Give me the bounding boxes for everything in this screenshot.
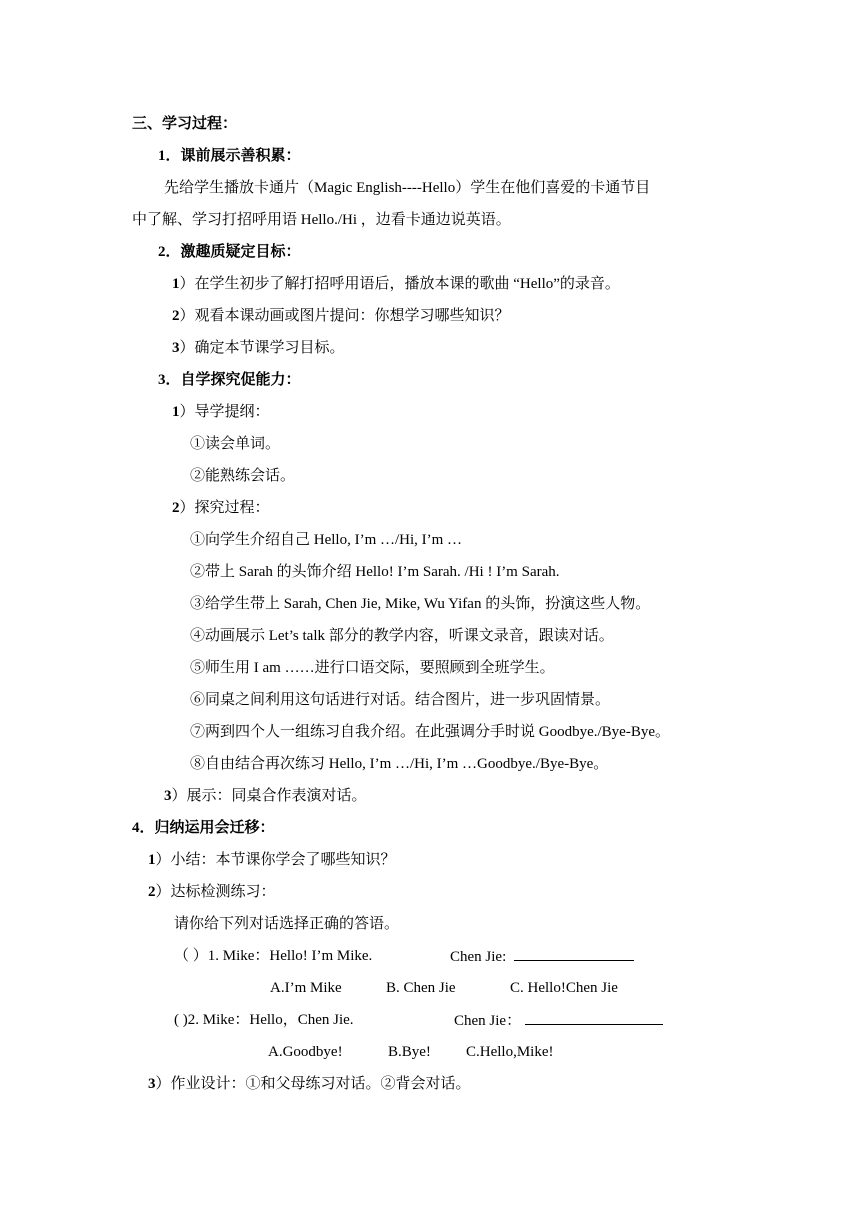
s2-item: 1）在学生初步了解打招呼用语后，播放本课的歌曲 “Hello”的录音。 bbox=[172, 276, 620, 292]
answer-blank[interactable] bbox=[525, 1010, 663, 1025]
question-2-option: B.Bye! bbox=[388, 1044, 431, 1060]
s3-sub1-heading: 1）导学提纲： bbox=[172, 404, 270, 420]
s1-paragraph-line2: 中了解、学习打招呼用语 Hello./Hi ，边看卡通边说英语。 bbox=[132, 212, 511, 228]
list-item: ②能熟练会话。 bbox=[190, 468, 296, 484]
s1-heading: 1．课前展示善积累： bbox=[158, 148, 301, 164]
s4-num: 4 bbox=[132, 820, 140, 836]
list-item: ④动画展示 Let’s talk 部分的教学内容，听课文录音，跟读对话。 bbox=[190, 628, 614, 644]
s3-sub3: 3）展示：同桌合作表演对话。 bbox=[164, 788, 367, 804]
list-item: ⑤师生用 I am ……进行口语交际，要照顾到全班学生。 bbox=[190, 660, 555, 676]
question-2-prompt: ( )2. Mike：Hello，Chen Jie. bbox=[174, 1012, 354, 1028]
s3-title: 自学探究促能力： bbox=[180, 372, 301, 388]
s4-title: 归纳运用会迁移： bbox=[154, 820, 275, 836]
s4-sub3: 3）作业设计：①和父母练习对话。②背会对话。 bbox=[148, 1076, 471, 1092]
list-item: ⑥同桌之间利用这句话进行对话。结合图片，进一步巩固情景。 bbox=[190, 692, 611, 708]
question-1-option: C. Hello!Chen Jie bbox=[510, 980, 618, 996]
question-1-option: A.I’m Mike bbox=[270, 980, 342, 996]
question-2-option: A.Goodbye! bbox=[268, 1044, 343, 1060]
s2-item: 2）观看本课动画或图片提问：你想学习哪些知识？ bbox=[172, 308, 510, 324]
list-item: ⑦两到四个人一组练习自我介绍。在此强调分手时说 Goodbye./Bye-Bye。 bbox=[190, 724, 670, 740]
list-item: ①读会单词。 bbox=[190, 436, 281, 452]
s2-item: 3）确定本节课学习目标。 bbox=[172, 340, 345, 356]
question-1-prompt: （ ）1. Mike：Hello! I’m Mike. bbox=[174, 948, 373, 964]
s2-title: 激趣质疑定目标： bbox=[180, 244, 301, 260]
s4-heading: 4．归纳运用会迁移： bbox=[132, 820, 275, 836]
question-2-option: C.Hello,Mike! bbox=[466, 1044, 554, 1060]
question-1-option: B. Chen Jie bbox=[386, 980, 456, 996]
s1-num: 1 bbox=[158, 148, 166, 164]
list-item: ②带上 Sarah 的头饰介绍 Hello! I’m Sarah. /Hi ! I’m Sarah. bbox=[190, 564, 560, 580]
s3-num: 3 bbox=[158, 372, 166, 388]
answer-blank[interactable] bbox=[514, 946, 634, 961]
list-item: ⑧自由结合再次练习 Hello, I’m …/Hi, I’m …Goodbye./Bye-Bye。 bbox=[190, 756, 609, 772]
s2-heading: 2．激趣质疑定目标： bbox=[158, 244, 301, 260]
s2-num: 2 bbox=[158, 244, 166, 260]
question-2-speaker: Chen Jie： bbox=[454, 1010, 663, 1031]
s1-paragraph-line1: 先给学生播放卡通片（Magic English----Hello）学生在他们喜爱的卡通节目 bbox=[164, 180, 651, 196]
list-item: ①向学生介绍自己 Hello, I’m …/Hi, I’m … bbox=[190, 532, 463, 548]
s4-sub2: 2）达标检测练习： bbox=[148, 884, 276, 900]
s4-sub1: 1）小结：本节课你学会了哪些知识？ bbox=[148, 852, 396, 868]
s1-title: 课前展示善积累： bbox=[180, 148, 301, 164]
exercise-instruction: 请你给下列对话选择正确的答语。 bbox=[174, 916, 400, 932]
s3-heading: 3．自学探究促能力： bbox=[158, 372, 301, 388]
list-item: ③给学生带上 Sarah, Chen Jie, Mike, Wu Yifan 的头饰，扮演这些人物。 bbox=[190, 596, 651, 612]
section-title: 三、学习过程： bbox=[132, 116, 238, 132]
question-1-speaker: Chen Jie: bbox=[450, 946, 634, 967]
s3-sub2-heading: 2）探究过程： bbox=[172, 500, 270, 516]
